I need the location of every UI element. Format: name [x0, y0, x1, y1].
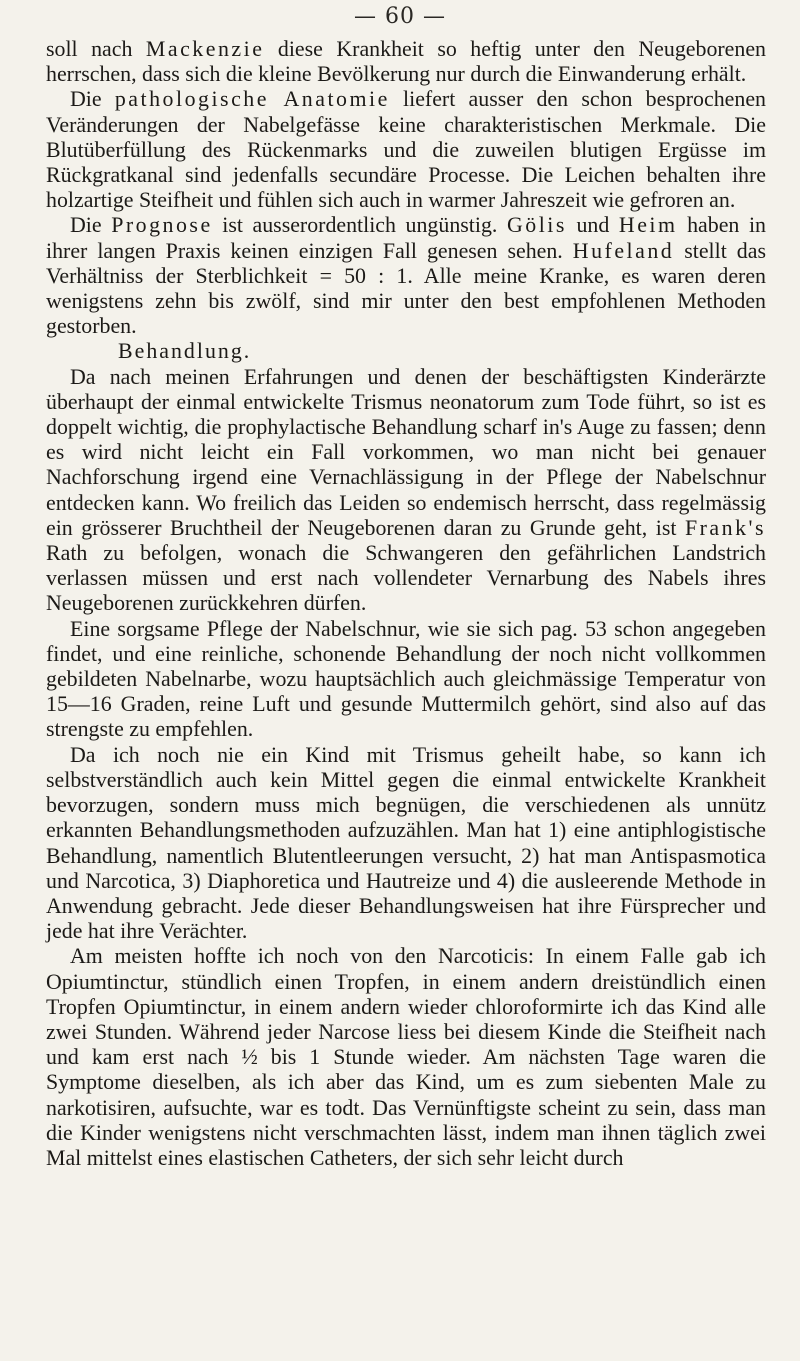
text-run: ist ausserordentlich ungünstig. — [212, 212, 507, 238]
section-heading: Behandlung. — [118, 338, 252, 364]
emphasized-name: Gölis — [506, 212, 567, 238]
page-number: — 60 — — [354, 4, 446, 29]
text-run: Eine sorgsame Pflege der Nabelschnur, wie sie sich pag. 53 schon angegeben findet, und eine reinliche, schonende Behandlung der noch nicht vollkommen gebildeten Nabelnarbe, wozu hauptsächlich auch gleichmässige Temperatur von 15—16 Graden, reine Luft und gesunde Muttermilch gehört, sind also auf das strengste zu empfehlen. — [46, 615, 766, 742]
text-run: Am meisten hoffte ich noch von den Narcoticis: In einem Falle gab ich Opiumtinctur, stündlich einen Tropfen, in einem andern dreistündlich einen Tropfen Opiumtinctur, in einem andern wieder chloroformirte ich das Kind alle zwei Stunden. Während jeder Narcose liess bei diesem Kinde die Steifheit nach und kam erst nach ½ bis 1 Stunde wieder. Am nächsten Tage waren die Symptome dieselben, als ich aber das Kind, um es zum siebenten Male zu narkotisiren, aufsuchte, war es todt. Das Vernünftigste scheint zu sein, dass man die Kinder wenigstens nicht verschmachten lässt, indem man ihnen täglich zwei Mal mittelst eines elastischen Catheters, der sich sehr leicht durch — [46, 943, 766, 1170]
text-run: Die — [70, 86, 115, 112]
paragraph — [46, 742, 766, 944]
text-run: soll nach — [46, 36, 146, 61]
body-text — [46, 36, 766, 1170]
emphasized-name: Hufeland — [572, 237, 675, 263]
text-run: liefert ausser den schon besprochenen Veränderungen der Nabelgefässe keine charakteristischen Merkmale. Die Blutüberfüllung des Rückenmarks und die zuweilen blutigen Ergüsse im Rückgratkanal sind jedenfalls secundäre Processe. Die Leichen behalten ihre holzartige Steifheit und fühlen sich auch in warmer Jahreszeit wie gefroren an. — [46, 86, 766, 213]
paragraph — [46, 943, 766, 1170]
text-run: Da nach meinen Erfahrungen und denen der beschäftigsten Kinderärzte überhaupt der einmal entwickelte Trismus neonatorum zum Tode führt, so ist es doppelt wichtig, die prophylactische Behandlung scharf in's Auge zu fassen; denn es wird nicht leicht ein Fall vorkommen, wo man nicht bei genauer Nachforschung irgend eine Vernachlässigung in der Pflege der Nabelschnur entdecken kann. Wo freilich das Leiden so endemisch herrscht, dass regelmässig ein grösserer Bruchtheil der Neugeborenen daran zu Grunde geht, ist — [46, 363, 766, 540]
paragraph — [46, 86, 766, 212]
emphasized-name: Mackenzie — [145, 36, 265, 61]
paragraph — [46, 212, 766, 338]
paragraph — [46, 364, 766, 616]
paragraph — [46, 616, 766, 742]
text-run: und — [566, 212, 619, 238]
emphasized-name: Prognose — [111, 212, 213, 238]
emphasized-name: Frank's — [684, 514, 766, 540]
text-run: Die — [70, 212, 112, 238]
emphasized-name: Heim — [618, 212, 678, 238]
text-run: haben in ihrer langen Praxis keinen einzigen Fall genesen sehen. — [46, 212, 766, 263]
text-run: diese Krankheit so heftig unter den Neugeborenen herrschen, dass sich die kleine Bevölkerung nur durch die Einwanderung erhält. — [46, 36, 766, 87]
emphasized-name: pathologische Anatomie — [114, 86, 390, 112]
text-run: Rath zu befolgen, wonach die Schwangeren den gefährlichen Landstrich verlassen müssen und erst nach vollendeter Vernarbung des Nabels ihres Neugeborenen zurückkehren dürfen. — [46, 540, 766, 616]
text-run: Da ich noch nie ein Kind mit Trismus geheilt habe, so kann ich selbstverständlich auch kein Mittel gegen die einmal entwickelte Krankheit bevorzugen, sondern muss mich begnügen, die verschiedenen als unnütz erkannten Behandlungsmethoden aufzuzählen. Man hat 1) eine antiphlogistische Behandlung, namentlich Blutentleerungen versucht, 2) hat man Antispasmotica und Narcotica, 3) Diaphoretica und Hautreize und 4) die ausleerende Methode in Anwendung gebracht. Jede dieser Behandlungsweisen hat ihre Fürsprecher und jede hat ihre Verächter. — [46, 741, 766, 944]
paragraph — [46, 36, 766, 86]
text-run: stellt das Verhältniss der Sterblichkeit = 50 : 1. Alle meine Kranke, es waren deren wenigstens zehn bis zwölf, sind mir unter den best empfohlenen Methoden gestorben. — [46, 237, 766, 339]
